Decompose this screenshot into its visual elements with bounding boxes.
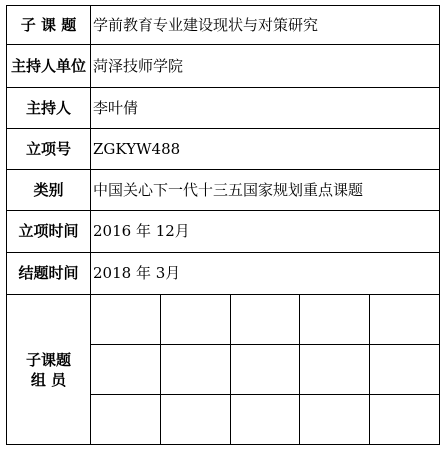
value-category: 中国关心下一代十三五国家规划重点课题: [91, 170, 440, 211]
row-category: [7, 170, 440, 211]
member-cell: [230, 345, 300, 395]
label-end-date: 结题时间: [7, 253, 91, 295]
label-category: 类别: [7, 170, 91, 211]
label-members: [7, 295, 91, 445]
label-host: 主持人: [7, 88, 91, 129]
label-members-line2: 组 员: [30, 370, 67, 389]
member-cell: [369, 345, 439, 395]
project-info-table: [6, 5, 440, 445]
member-cell: [91, 295, 161, 345]
members-row: [91, 395, 439, 445]
member-cell: [230, 395, 300, 445]
member-cell: [300, 345, 370, 395]
label-project-number: 立项号: [7, 129, 91, 170]
member-cell: [369, 395, 439, 445]
member-cell: [161, 345, 231, 395]
row-subtopic: [7, 6, 440, 45]
value-subtopic: 学前教育专业建设现状与对策研究: [91, 6, 440, 45]
member-cell: [91, 395, 161, 445]
value-host: 李叶倩: [91, 88, 440, 129]
member-cell: [91, 345, 161, 395]
members-row: [91, 295, 439, 345]
label-start-date: 立项时间: [7, 211, 91, 253]
value-host-unit: 菏泽技师学院: [91, 45, 440, 88]
row-end-date: [7, 253, 440, 295]
value-project-number: ZGKYW488: [91, 129, 440, 170]
row-members: [7, 295, 440, 445]
value-end-date: 2018 年 3月: [91, 253, 440, 295]
members-grid-cell: [91, 295, 440, 445]
row-project-number: [7, 129, 440, 170]
row-host-unit: [7, 45, 440, 88]
member-cell: [300, 395, 370, 445]
members-row: [91, 345, 439, 395]
value-start-date: 2016 年 12月: [91, 211, 440, 253]
row-start-date: [7, 211, 440, 253]
members-grid: [91, 295, 439, 444]
member-cell: [300, 295, 370, 345]
member-cell: [369, 295, 439, 345]
label-members-line1: 子课题: [25, 350, 71, 369]
label-host-unit: 主持人单位: [7, 45, 91, 88]
member-cell: [161, 295, 231, 345]
row-host: [7, 88, 440, 129]
member-cell: [161, 395, 231, 445]
label-subtopic: 子 课 题: [7, 6, 91, 45]
member-cell: [230, 295, 300, 345]
